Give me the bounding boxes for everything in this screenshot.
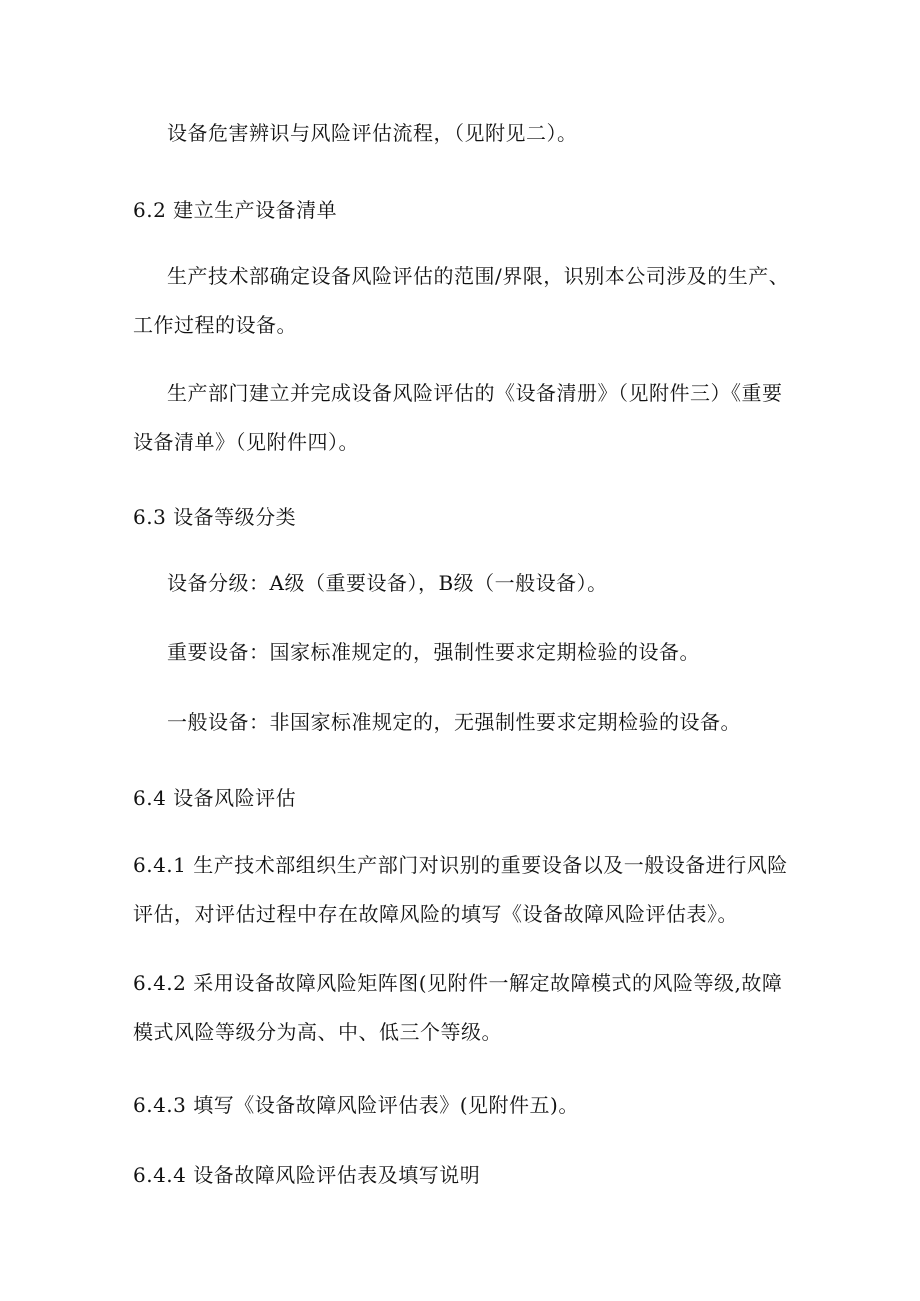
- paragraph-6-4-1-line-2: 评估，对评估过程中存在故障风险的填写《设备故障风险评估表》。: [133, 902, 738, 926]
- paragraph-6-4-4: 6.4.4 设备故障风险评估表及填写说明: [133, 1163, 481, 1187]
- paragraph-6-4-2-line-1: 6.4.2 采用设备故障风险矩阵图(见附件一解定故障模式的风险等级,故障: [133, 971, 783, 995]
- paragraph-general-equipment: 一般设备：非国家标准规定的，无强制性要求定期检验的设备。: [167, 710, 741, 734]
- section-heading-6-4: 6.4 设备风险评估: [133, 786, 297, 810]
- paragraph-scope-line-2: 工作过程的设备。: [133, 313, 297, 337]
- section-heading-6-3: 6.3 设备等级分类: [133, 505, 297, 529]
- paragraph-6-4-3: 6.4.3 填写《设备故障风险评估表》(见附件五)。: [133, 1093, 579, 1117]
- paragraph-process-reference: 设备危害辨识与风险评估流程，（见附见二）。: [167, 121, 578, 145]
- paragraph-important-equipment: 重要设备：国家标准规定的，强制性要求定期检验的设备。: [167, 640, 700, 664]
- paragraph-6-4-1-line-1: 6.4.1 生产技术部组织生产部门对识别的重要设备以及一般设备进行风险: [133, 853, 788, 877]
- paragraph-equipment-list-line-1: 生产部门建立并完成设备风险评估的《设备清册》（见附件三）《重要: [167, 381, 783, 405]
- paragraph-equipment-list-line-2: 设备清单》（见附件四）。: [133, 430, 359, 454]
- paragraph-scope-line-1: 生产技术部确定设备风险评估的范围/界限，识别本公司涉及的生产、: [167, 264, 790, 288]
- paragraph-grade-classification: 设备分级：A级（重要设备），B级（一般设备）。: [167, 571, 608, 595]
- paragraph-6-4-2-line-2: 模式风险等级分为高、中、低三个等级。: [133, 1020, 502, 1044]
- section-heading-6-2: 6.2 建立生产设备清单: [133, 198, 338, 222]
